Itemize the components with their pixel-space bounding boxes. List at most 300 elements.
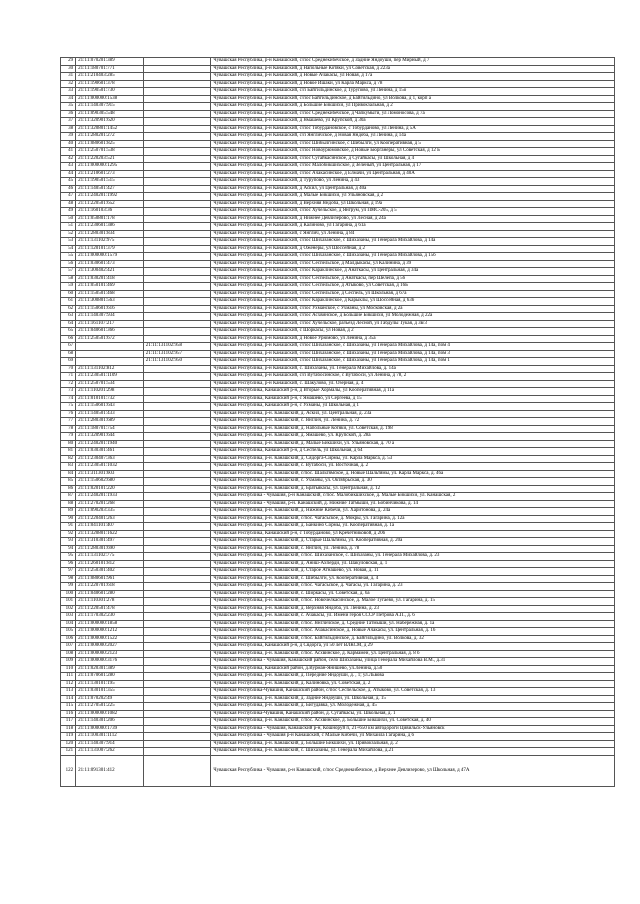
premises-cadastral-number-cell [143,673,211,681]
premises-cadastral-number-cell [143,455,211,463]
cadastral-number-cell: 21:11:091301:412 [76,755,144,786]
address-cell: Чувашская Республика, р-н Канашский, с/п Вутабосинское, с Вутабоси, ул Ленина, д 78, 2 [211,373,615,381]
address-cell: Чувашская Республика, р-н. Канашский, с. Шихазаны, ул. Генерала Михайлова, д.21 [211,748,615,756]
address-cell: Чувашская Республика, р-н Канашский, с/пос Сеспельское, д Малдыкасы, ул Калинина, д 39 [211,260,615,268]
row-number-cell: 100 [61,590,76,598]
premises-cadastral-number-cell [143,335,211,343]
table-row [61,358,615,366]
cadastral-number-cell: 21:11:220701:618 [76,583,144,591]
premises-cadastral-number-cell [143,380,211,388]
address-cell: Чувашская Республика, р-н. Канашский, д. Верхняя Яндоба, ул. Ленина, д. 23 [211,605,615,613]
address-cell: Чувашская Республика, р-н. Канашский, с. Янглич, ул. Ленина, д. 72 [211,418,615,426]
table-row [61,110,615,118]
row-number-cell: 88 [61,500,76,508]
cadastral-number-cell: 21:11:070202:49 [76,695,144,703]
cadastral-number-cell: 21:11:180701:754 [76,425,144,433]
address-cell: Чувашская Республика, Канашский р-н, с Ямашево, ул Сергеева, д 15 [211,395,615,403]
table-row [61,335,615,343]
row-number-cell: 48 [61,200,76,208]
cadastral-number-cell: 21:11:040601:366 [76,328,144,336]
premises-cadastral-number-cell [143,275,211,283]
cadastral-number-cell: 21:11:320901:644 [76,433,144,441]
row-number-cell: 86 [61,485,76,493]
address-cell: Чувашская Республика, р-н Канашский, с/пос Шихазанское, с Шихазаны, ул Генерала Михайлова, д 14а [211,238,615,246]
address-cell: Чувашская Республика, р-н. Канашский, с/пос. Чагасьское, д. Чагасы, ул. Гагарина, д. 23 [211,583,615,591]
table-row [61,485,615,493]
cadastral-number-cell: 21:11:280201:272 [76,133,144,141]
row-number-cell: 58 [61,275,76,283]
table-row [61,80,615,88]
cadastral-number-cell: 21:11:161107:217 [76,320,144,328]
address-cell: Чувашская Республика - Чувашия р-н Канашский, с Малые Кибечи, ул Михаила Гагарина, д 6 [211,733,615,741]
table-row [61,568,615,576]
table-row [61,253,615,261]
table-row [61,643,615,651]
premises-cadastral-number-cell [143,395,211,403]
table-row [61,613,615,621]
row-number-cell: 41 [61,148,76,156]
premises-cadastral-number-cell [143,238,211,246]
table-row [61,703,615,711]
cadastral-number-cell: 21:11:310301:497 [76,538,144,546]
cadastral-number-cell: 21:11:150602:680 [76,478,144,486]
row-number-cell: 95 [61,553,76,561]
address-cell: Чувашская Республика, р-н. Канашский, с/пос. Чагасьское, д. Мокры, ул. Гагарина, д. 12а [211,515,615,523]
row-number-cell: 90 [61,515,76,523]
cadastral-number-cell: 21:11:070601:280 [76,673,144,681]
row-number-cell: 89 [61,508,76,516]
cadastral-number-cell: 21:11:050101:469 [76,283,144,291]
address-cell: Чувашская Республика, р-н. Канашский, с/пос. Шихазанское, с. Шихазаны, ул. Генерала Михайлова, д. 23 [211,553,615,561]
cadastral-number-cell: 21:11:190501:730 [76,88,144,96]
cadastral-number-cell: 21:11:030301:461 [76,448,144,456]
table-row [61,118,615,126]
row-number-cell: 118 [61,725,76,733]
row-number-cell: 75 [61,403,76,411]
row-number-cell: 93 [61,538,76,546]
table-row [61,245,615,253]
address-cell: Чувашская Республика, р-н. Канашский, д. Старые Шальтямы, ул. Кооперативная, д. 20а [211,538,615,546]
address-cell: Чувашская Республика, р-н Канашский, с Янглич, ул Ленина, д 84 [211,230,615,238]
row-number-cell: 92 [61,530,76,538]
row-number-cell: 40 [61,140,76,148]
row-number-cell: 34 [61,95,76,103]
table-row [61,538,615,546]
row-number-cell: 45 [61,178,76,186]
address-cell: Чувашская Республика, р-н Канашский, д Ямашево, ул Крупской, д 30а [211,118,615,126]
address-cell: Чувашская Республика, р-н Канашский, д Калиново, ул Гагарина, д 61а [211,223,615,231]
row-number-cell: 52 [61,230,76,238]
cadastral-number-cell: 21:11:100301:1112 [76,733,144,741]
cadastral-number-cell: 21:11:140307:915 [76,103,144,111]
table-row [61,433,615,441]
table-row [61,508,615,516]
cadastral-number-cell: 21:11:000000:1858 [76,620,144,628]
premises-cadastral-number-cell [143,58,211,66]
table-row [61,440,615,448]
premises-cadastral-number-cell [143,463,211,471]
row-number-cell: 67 [61,343,76,351]
cadastral-number-cell: 21:11:000000:1739 [76,725,144,733]
cadastral-number-cell: 21:11:140307:934 [76,313,144,321]
address-cell: Чувашская Республика, р-н Канашский, д Новое Урюмово, ул Ленина, д 35а [211,335,615,343]
table-row [61,88,615,96]
address-cell: Чувашская Республика, р-н Канашский, с/пос Асхвинское, д Большие Бикшихи, ул Молодежная, д 22а [211,313,615,321]
premises-cadastral-number-cell [143,410,211,418]
cadastral-number-cell: 21:11:131102:812 [76,365,144,373]
row-number-cell: 65 [61,328,76,336]
address-cell: Чувашская Республика, р-н Канашский, с/пос Малобикшихское, д Зеленый, ул Центральная, д 17 [211,163,615,171]
row-number-cell: 31 [61,73,76,81]
address-cell: Чувашская Республика, р-н Канашский, с/пос Шибылгинское, с Шибылги, ул Кооперативная, д 5 [211,140,615,148]
address-cell: Чувашская Республика, р-н. Канашский, д. Калиновка, ул. Советская, д. 2 [211,680,615,688]
premises-cadastral-number-cell [143,650,211,658]
row-number-cell: 109 [61,658,76,666]
table-row [61,133,615,141]
objects-table [60,57,615,787]
row-number-cell: 42 [61,155,76,163]
premises-cadastral-number-cell [143,635,211,643]
table-row [61,733,615,741]
premises-cadastral-number-cell [143,163,211,171]
address-cell: Чувашская Республика, Канашский р-н, д Сядорга, ул 50 лет ВЛКСМ, д 29 [211,643,615,651]
address-cell: Чувашская Республика, р-н Канашский, с/пос Среднекибечское, д Чапкумыги, ул Ломоносова, д 7а [211,110,615,118]
cadastral-number-cell: 21:11:280301:689 [76,418,144,426]
premises-cadastral-number-cell [143,695,211,703]
premises-cadastral-number-cell: 21:11:131102:957 [143,350,211,358]
address-cell: Чувашская Республика, р-н Канашский, д Турупово, ул Ленина, д 43 [211,178,615,186]
cadastral-number-cell: 21:11:010101:732 [76,395,144,403]
table-row [61,395,615,403]
cadastral-number-cell: 21:11:250501:672 [76,335,144,343]
premises-cadastral-number-cell [143,605,211,613]
premises-cadastral-number-cell [143,613,211,621]
premises-cadastral-number-cell [143,403,211,411]
premises-cadastral-number-cell [143,515,211,523]
address-cell: Чувашская Республика, р-н. Канашский, д. Большие Бикшихи, ул. Привокзальная, д. 2 [211,740,615,748]
row-number-cell: 104 [61,620,76,628]
cadastral-number-cell: 21:11:150601:643 [76,403,144,411]
table-row [61,125,615,133]
table-row [61,313,615,321]
address-cell: Чувашская Республика, р-н Канашский, с/пос Караклинское, д Анаткасы, ул Центральная, д 34а [211,268,615,276]
cadastral-number-cell: 21:11:140501:433 [76,410,144,418]
address-cell: Чувашская Республика, р-н Канашский, с/пос Среднекибечское, д Задние Яндоуши, пер Мирный, д 7 [211,58,615,66]
row-number-cell: 106 [61,635,76,643]
cadastral-number-cell: 21:11:131102:775 [76,553,144,561]
premises-cadastral-number-cell [143,665,211,673]
row-number-cell: 115 [61,703,76,711]
cadastral-number-cell: 21:11:320801:1622 [76,530,144,538]
table-row [61,163,615,171]
premises-cadastral-number-cell [143,305,211,313]
address-cell: Чувашская Республика, р-н Канашский, д Верхняя Яндоба, ул Школьная, д 19а [211,200,615,208]
row-number-cell: 68 [61,350,76,358]
row-number-cell: 51 [61,223,76,231]
table-row [61,590,615,598]
table-row [61,380,615,388]
address-cell: Чувашская Республика, р-н. Канашский, с. Шоркасы, ул. Советская, д. 6а [211,590,615,598]
row-number-cell: 102 [61,605,76,613]
row-number-cell: 103 [61,613,76,621]
address-cell: Чувашская Республика, р-н. Канашский, д. Передние Яндоуши, д. , 1; ул.Львова [211,673,615,681]
table-row [61,545,615,553]
row-number-cell: 30 [61,65,76,73]
address-cell: Чувашская Республика, р-н Канашский, с/пос Ухманское, с Ухманы, ул Московская, д 2а [211,305,615,313]
row-number-cell: 36 [61,110,76,118]
registry-sheet [60,57,615,787]
table-row [61,148,615,156]
premises-cadastral-number-cell [143,568,211,576]
table-row [61,673,615,681]
row-number-cell: 66 [61,335,76,343]
cadastral-number-cell: 21:11:131102:975 [76,238,144,246]
cadastral-number-cell: 21:11:311301:603 [76,470,144,478]
address-cell: Чувашская Республика, р-н Канашский, с/пос Тобурдановское, с Тобурданово, ул Ленина, д 5А [211,125,615,133]
premises-cadastral-number-cell [143,718,211,726]
premises-cadastral-number-cell [143,440,211,448]
premises-cadastral-number-cell [143,313,211,321]
table-row [61,463,615,471]
table-row [61,193,615,201]
cadastral-number-cell: 21:11:140301:206 [76,718,144,726]
address-cell: Чувашская Республика, р-н Канашский, с/пос Сеспельское, д Анаткасы, пер Шелепа, д 56 [211,275,615,283]
cadastral-number-cell: 21:11:260101:812 [76,560,144,568]
row-number-cell: 35 [61,103,76,111]
row-number-cell: 94 [61,545,76,553]
address-cell: Чувашская Республика, р-н. Канашский, д. Нижние Кибечи, ул. Харитонова, д. 24а [211,508,615,516]
table-row [61,140,615,148]
address-cell: Чувашская Республика, р-н Канашский, с/пос Хучельское, разъезд Лесной, ул Габдулы Тукая, д 3в/3 [211,320,615,328]
row-number-cell: 56 [61,260,76,268]
address-cell: Чувашская Республика, Канашский р-н, д Сеспель, ул Школьная, д 64 [211,448,615,456]
table-row [61,343,615,351]
row-number-cell: 83 [61,463,76,471]
address-cell: Чувашская Республика, р-н. Канашский, д. Задние Яндоуши, ул. Школьная, д. 15 [211,695,615,703]
premises-cadastral-number-cell [143,448,211,456]
row-number-cell: 54 [61,245,76,253]
table-row [61,73,615,81]
row-number-cell: 80 [61,440,76,448]
table-row [61,478,615,486]
cadastral-number-cell: 21:11:180701:771 [76,65,144,73]
premises-cadastral-number-cell [143,208,211,216]
cadastral-number-cell: 21:11:160103:36 [76,208,144,216]
address-cell: Чувашская Республика, р-н. Канашский, с. Шибылги, ул. Кооперативная, д. 4 [211,575,615,583]
premises-cadastral-number-cell [143,140,211,148]
premises-cadastral-number-cell [143,575,211,583]
row-number-cell: 72 [61,380,76,388]
row-number-cell: 39 [61,133,76,141]
address-cell: Чувашская Республика, р-н. Канашский, с/пос. Шальтямское, д. Новые Шальтямы, ул. Карла Маркса, д. 46а [211,470,615,478]
premises-cadastral-number-cell [143,95,211,103]
cadastral-number-cell: 21:11:240201:1992 [76,193,144,201]
table-row [61,65,615,73]
premises-cadastral-number-cell: 21:11:131102:950 [143,358,211,366]
cadastral-number-cell: 21:11:150501:468 [76,290,144,298]
premises-cadastral-number-cell [143,508,211,516]
row-number-cell: 119 [61,733,76,741]
table-row [61,410,615,418]
row-number-cell: 113 [61,688,76,696]
row-number-cell: 98 [61,575,76,583]
table-row [61,275,615,283]
premises-cadastral-number-cell [143,725,211,733]
cadastral-number-cell: 21:11:320801:1452 [76,125,144,133]
premises-cadastral-number-cell [143,365,211,373]
row-number-cell: 37 [61,118,76,126]
premises-cadastral-number-cell [143,178,211,186]
premises-cadastral-number-cell [143,103,211,111]
row-number-cell: 110 [61,665,76,673]
premises-cadastral-number-cell [143,185,211,193]
row-number-cell: 99 [61,583,76,591]
row-number-cell: 63 [61,313,76,321]
row-number-cell: 114 [61,695,76,703]
table-row [61,628,615,636]
row-number-cell: 107 [61,643,76,651]
premises-cadastral-number-cell [143,373,211,381]
cadastral-number-cell: 21:11:130101:195 [76,680,144,688]
premises-cadastral-number-cell [143,388,211,396]
premises-cadastral-number-cell [143,583,211,591]
premises-cadastral-number-cell [143,680,211,688]
cadastral-number-cell: 21:11:250701:534 [76,380,144,388]
address-cell: Чувашская Республика, р-н. Канашский, с. Ухманы, ул. Октябрьская, д. 30 [211,478,615,486]
cadastral-number-cell: 21:11:190601:378 [76,80,144,88]
table-row [61,725,615,733]
cadastral-number-cell: 21:11:230407:363 [76,455,144,463]
cadastral-number-cell: 21:11:120101:379 [76,245,144,253]
cadastral-number-cell: 21:11:240201:1940 [76,440,144,448]
row-number-cell: 77 [61,418,76,426]
premises-cadastral-number-cell [143,710,211,718]
row-number-cell: 44 [61,170,76,178]
premises-cadastral-number-cell [143,65,211,73]
table-row [61,598,615,606]
cadastral-number-cell: 21:11:000000:1295 [76,163,144,171]
premises-cadastral-number-cell [143,643,211,651]
table-row [61,320,615,328]
row-number-cell: 84 [61,470,76,478]
table-row [61,58,615,66]
table-row [61,455,615,463]
address-cell: Чувашская Республика, р-н. Канашский, с. Ачакасы, ул. Имени героя СССР Петрова А.П., д. 6 [211,613,615,621]
cadastral-number-cell: 21:11:300801:563 [76,298,144,306]
cadastral-number-cell: 21:11:020301:389 [76,665,144,673]
row-number-cell: 70 [61,365,76,373]
table-row [61,688,615,696]
premises-cadastral-number-cell [143,290,211,298]
premises-cadastral-number-cell [143,283,211,291]
row-number-cell: 76 [61,410,76,418]
table-row [61,515,615,523]
row-number-cell: 120 [61,740,76,748]
premises-cadastral-number-cell [143,560,211,568]
address-cell: Чувашская Республика, р-н Канашский, с Шоркасы, ул Новая, д 2 [211,328,615,336]
premises-cadastral-number-cell [143,620,211,628]
row-number-cell: 59 [61,283,76,291]
table-row [61,155,615,163]
premises-cadastral-number-cell [143,193,211,201]
table-row [61,328,615,336]
table-row [61,530,615,538]
cadastral-number-cell [76,358,144,366]
cadastral-number-cell: 21:11:050801:178 [76,215,144,223]
table-row [61,695,615,703]
premises-cadastral-number-cell [143,688,211,696]
row-number-cell: 81 [61,448,76,456]
cadastral-number-cell: 21:11:041101:407 [76,523,144,531]
cadastral-number-cell: 21:11:230601:386 [76,223,144,231]
address-cell: Чувашская Республика, р-н Канашский, с/пос Сугайкасинское, д Сугайкасы, ул Школьная, д 4 [211,155,615,163]
premises-cadastral-number-cell [143,260,211,268]
premises-cadastral-number-cell [143,598,211,606]
cadastral-number-cell: 21:11:080601:961 [76,575,144,583]
premises-cadastral-number-cell [143,470,211,478]
cadastral-number-cell: 21:11:110301:278 [76,598,144,606]
cadastral-number-cell: 21:11:150601:616 [76,305,144,313]
cadastral-number-cell: 21:11:090305:548 [76,110,144,118]
table-row [61,178,615,186]
address-cell: Чувашская Республика, р-н Канашский, с/пос Байгильдинское, д Байгильдино, ул Волкова, д 1, корп а [211,95,615,103]
table-row [61,350,615,358]
address-cell: Чувашская Республика, р-н Канашский, д Аскил, ул Центральная, д 40а [211,185,615,193]
table-row [61,658,615,666]
premises-cadastral-number-cell [143,320,211,328]
address-cell: Чувашская Республика, р-н Канашский, с/пос Ачакасинское, д Елмачи, ул Центральная, д 40А [211,170,615,178]
premises-cadastral-number-cell [143,500,211,508]
table-row [61,748,615,756]
cadastral-number-cell: 21:11:000000:1579 [76,253,144,261]
address-cell: Чувашская Республика, Канашский район, д.Вурман-Янишево, ул.Ленина, д.50 [211,665,615,673]
table-row [61,95,615,103]
premises-cadastral-number-cell [143,245,211,253]
address-cell: Чувашская Республика, р-н Канашский, с/п Байгильдинское, д Турупово, ул Ленина, д 15о [211,88,615,96]
address-cell: Чувашская Республика - Чувашия, р-н. Канашский, д. Нижние Татмыши, ул. Бобинчикова, д. 14 [211,500,615,508]
cadastral-number-cell: 21:11:030201:418 [76,275,144,283]
premises-cadastral-number-cell [143,425,211,433]
table-row [61,388,615,396]
address-cell: Чувашская Республика, р-н Канашский, с/пос Сеспельское, д Сеспель, ул Школьная, д 67а [211,290,615,298]
table-row [61,200,615,208]
row-number-cell: 108 [61,650,76,658]
address-cell: Чувашская Республика, Канашский р-н, д Вторые Хормалы, ул Кооперативная, д 11а [211,388,615,396]
row-number-cell: 61 [61,298,76,306]
table-row [61,583,615,591]
row-number-cell: 101 [61,598,76,606]
premises-cadastral-number-cell [143,73,211,81]
address-cell: Чувашская Республика, р-н Канашский, д Напольные Котяки, ул Советская, д 223а [211,65,615,73]
premises-cadastral-number-cell [143,133,211,141]
table-row [61,605,615,613]
address-cell: Чувашская Республика, р-н. Канашский, д. Братьякасы, ул. Центральная, д. 12 [211,485,615,493]
address-cell: Чувашская Республика, р-н Канашский, с/пос Караклинское, д Карыклы, ул Шоссейная, д 63б [211,298,615,306]
row-number-cell: 62 [61,305,76,313]
table-row [61,493,615,501]
premises-cadastral-number-cell [143,493,211,501]
premises-cadastral-number-cell [143,755,211,786]
table-row [61,260,615,268]
address-cell: Чувашская Республика, р-н. Канашский, д. Напольные Котяки, ул. Советская, д. 198 [211,425,615,433]
address-cell: Чувашская Республика, р-н Канашский, д Большие Бикшихи, ул Привокзальная, д 2 [211,103,615,111]
address-cell: Чувашская Республика, р-н Канашский, с/пос Хучельское, д Янгрум, ул ПМС-205, д 5 [211,208,615,216]
cadastral-number-cell: 21:11:020101:220 [76,485,144,493]
premises-cadastral-number-cell [143,485,211,493]
address-cell: Чувашская Республика-Чувашия, Канашский район, д. Сугайкасы, ул. Школьная, д. 1 [211,710,615,718]
cadastral-number-cell: 21:11:090203:335 [76,508,144,516]
table-row [61,365,615,373]
